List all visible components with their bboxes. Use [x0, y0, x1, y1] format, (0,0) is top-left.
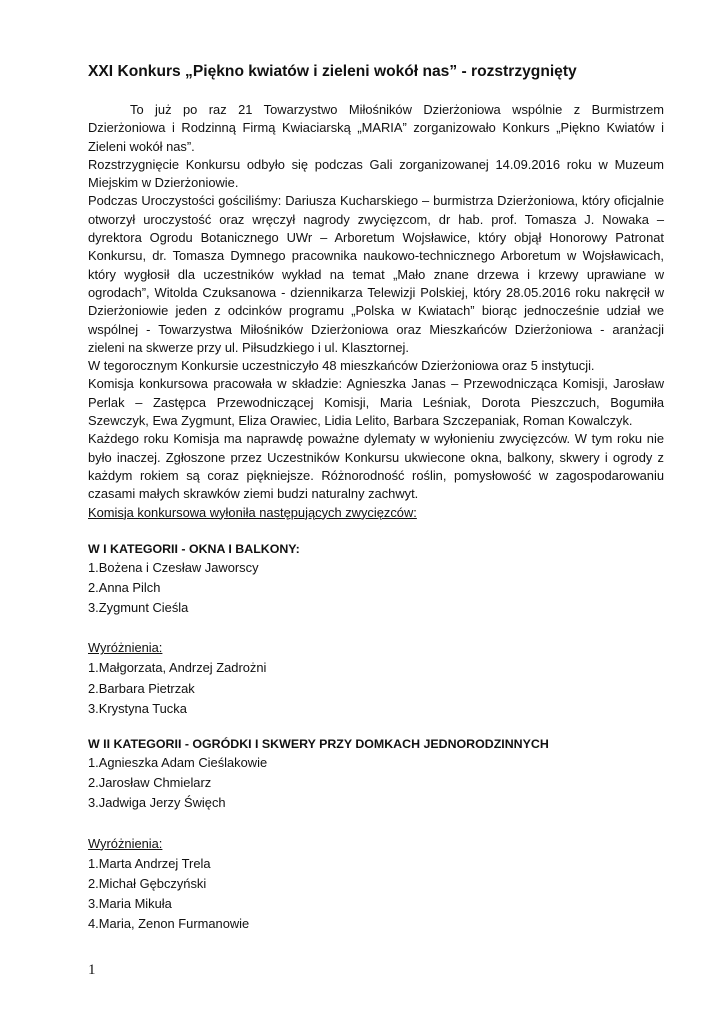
list-item: 1.Marta Andrzej Trela: [88, 855, 211, 871]
paragraph-committee: Komisja konkursowa pracowała w składzie: Agnieszka Janas – Przewodnicząca Komisji, Jarosław Perlak – Zastępca Przewodniczącej Komisji, Maria Leśniak, Dorota Pieszczuch, Bogumiła Szewczyk, Ewa Zygmunt, Eliza Orawiec, Lidia Lelito, Barbara Szczepaniak, Roman Kowalczyk.: [88, 376, 664, 429]
category-1-section: [88, 540, 664, 719]
paragraph-participants: W tegorocznym Konkursie uczestniczyło 48 mieszkańców Dzierżoniowa oraz 5 instytucji.: [88, 358, 595, 374]
list-item: 1.Bożena i Czesław Jaworscy: [88, 559, 259, 575]
category-2-winners: [88, 753, 664, 814]
paragraph-gala: Rozstrzygnięcie Konkursu odbyło się podczas Gali zorganizowanej 14.09.2016 roku w Muzeum Miejskim w Dzierżoniowie.: [88, 156, 664, 191]
document-page: [88, 60, 664, 934]
category-1-honorable-heading: Wyróżnienia:: [88, 640, 163, 656]
document-body: [88, 101, 664, 522]
list-item: 2.Michał Gębczyński: [88, 875, 207, 891]
category-1-heading: W I KATEGORII - OKNA I BALKONY:: [88, 541, 300, 556]
category-2-heading: W II KATEGORII - OGRÓDKI I SKWERY PRZY DOMKACH JEDNORODZINNYCH: [88, 737, 549, 752]
winners-intro: Komisja konkursowa wyłoniła następujących zwycięzców:: [88, 504, 417, 520]
list-item: 3.Krystyna Tucka: [88, 700, 187, 716]
list-item: 3.Maria Mikuła: [88, 896, 172, 912]
document-title: XXI Konkurs „Piękno kwiatów i zieleni wokół nas” - rozstrzygnięty: [88, 63, 577, 80]
category-2-section: [88, 735, 664, 934]
list-item: 2.Jarosław Chmielarz: [88, 775, 212, 791]
page-number: 1: [88, 962, 96, 978]
list-item: 3.Jadwiga Jerzy Święch: [88, 795, 226, 811]
category-1-honorable: [88, 658, 664, 719]
category-2-honorable: [88, 854, 664, 935]
paragraph-dilemmas: Każdego roku Komisja ma naprawdę poważne dylematy w wyłonieniu zwycięzców. W tym roku nie było inaczej. Zgłoszone przez Uczestników Konkursu ukwiecone okna, balkony, skwery i ogrody z każdym rokiem są coraz piękniejsze. Różnorodność roślin, pomysłowość w zagospodarowaniu czasami małych skrawków ziemi budzi naturalny zachwyt.: [88, 431, 664, 502]
paragraph-guests: Podczas Uroczystości gościliśmy: Dariusza Kucharskiego – burmistrza Dzierżoniowa, który oficjalnie otworzył uroczystość oraz wręczył nagrody zwycięzcom, dr hab. prof. Tomasza J. Nowaka – dyrektora Ogrodu Botanicznego UWr – Arboretum Wojsławice, który objął Honorowy Patronat Konkursu, dr. Tomasza Dymnego pracownika naukowo-technicznego Arboretum w Wojsławicach, który wygłosił dla uczestników wykład na temat „Mało znane drzewa i krzewy uprawiane w ogrodach”, Witolda Czuksanowa - dziennikarza Telewizji Polskiej, który 28.05.2016 roku nakręcił w Dzierżoniowie jeden z odcinków programu „Polska w Kwiatach” biorąc jednocześnie udział we wspólnej - Towarzystwa Miłośników Dzierżoniowa oraz Mieszkańców Dzierżoniowa - aranżacji zieleni na skwerze przy ul. Piłsudzkiego i ul. Klasztornej.: [88, 193, 664, 355]
list-item: 1.Agnieszka Adam Cieślakowie: [88, 755, 268, 771]
list-item: 3.Zygmunt Cieśla: [88, 600, 189, 616]
paragraph-intro: To już po raz 21 Towarzystwo Miłośników Dzierżoniowa wspólnie z Burmistrzem Dzierżoniowa i Rodzinną Firmą Kwiaciarską „MARIA” zorganizowało Konkurs „Piękno Kwiatów i Zieleni wokół nas”.: [88, 102, 664, 154]
category-1-winners: [88, 558, 664, 619]
category-2-honorable-heading: Wyróżnienia:: [88, 835, 163, 851]
list-item: 2.Barbara Pietrzak: [88, 680, 195, 696]
list-item: 1.Małgorzata, Andrzej Zadrożni: [88, 660, 267, 676]
list-item: 2.Anna Pilch: [88, 580, 161, 596]
list-item: 4.Maria, Zenon Furmanowie: [88, 916, 250, 932]
